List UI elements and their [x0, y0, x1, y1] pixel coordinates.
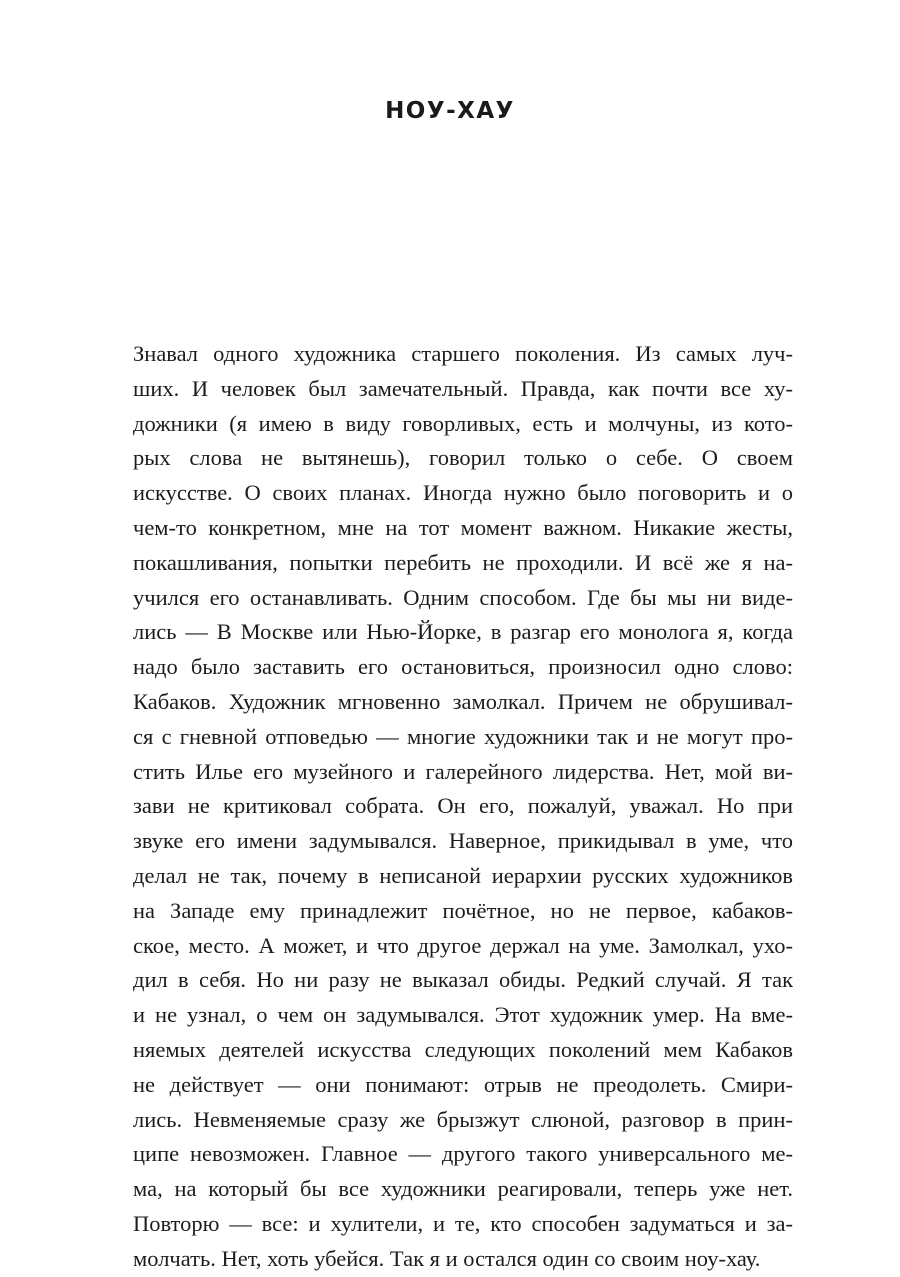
text-line: учился его останавливать. Одним способом. Где бы мы ни виде-: [133, 584, 793, 610]
text-line: стить Илье его музейного и галерейного лидерства. Нет, мой ви-: [133, 758, 793, 784]
text-line: Повторю — все: и хулители, и те, кто способен задуматься и за-: [133, 1210, 793, 1236]
text-line: искусстве. О своих планах. Иногда нужно было поговорить и о: [133, 480, 793, 506]
text-line: дил в себя. Но ни разу не выказал обиды. Редкий случай. Я так: [133, 967, 793, 993]
text-line: на Западе ему принадлежит почётное, но не первое, кабаков-: [133, 897, 793, 923]
text-line: не действует — они понимают: отрыв не преодолеть. Смири-: [133, 1071, 793, 1097]
text-line: чем-то конкретном, мне на тот момент важном. Никакие жесты,: [133, 514, 793, 540]
text-line-last: молчать. Нет, хоть убейся. Так я и остался один со своим ноу-хау.: [133, 1245, 761, 1271]
text-line: зави не критиковал собрата. Он его, пожалуй, уважал. Но при: [133, 793, 793, 819]
text-line: ших. И человек был замечательный. Правда, как почти все ху-: [133, 375, 793, 401]
text-line: делал не так, почему в неписаной иерархии русских художников: [133, 862, 793, 888]
text-line: няемых деятелей искусства следующих поколений мем Кабаков: [133, 1036, 793, 1062]
text-line: ское, место. А может, и что другое держал на уме. Замолкал, ухо-: [133, 932, 793, 958]
text-line: надо было заставить его остановиться, произносил одно слово:: [133, 654, 793, 680]
body-paragraph: [133, 337, 793, 1277]
text-line: ма, на который бы все художники реагировали, теперь уже нет.: [133, 1176, 793, 1202]
text-line: и не узнал, о чем он задумывался. Этот художник умер. На вме-: [133, 1002, 793, 1028]
text-line: лись. Невменяемые сразу же брызжут слюной, разговор в прин-: [133, 1106, 793, 1132]
text-line: звуке его имени задумывался. Наверное, прикидывал в уме, что: [133, 828, 793, 854]
text-line: ципе невозможен. Главное — другого такого универсального ме-: [133, 1141, 793, 1167]
text-line: рых слова не вытянешь), говорил только о себе. О своем: [133, 445, 793, 471]
text-line: Кабаков. Художник мгновенно замолкал. Причем не обрушивал-: [133, 688, 793, 714]
text-line: дожники (я имею в виду говорливых, есть и молчуны, из кото-: [133, 410, 793, 436]
text-line: лись — В Москве или Нью-Йорке, в разгар его монолога я, когда: [133, 619, 793, 645]
text-line: ся с гневной отповедью — многие художники так и не могут про-: [133, 723, 793, 749]
text-line: покашливания, попытки перебить не проходили. И всё же я на-: [133, 549, 793, 575]
chapter-title: НОУ-ХАУ: [385, 98, 515, 124]
text-line: Знавал одного художника старшего поколения. Из самых луч-: [133, 341, 793, 366]
